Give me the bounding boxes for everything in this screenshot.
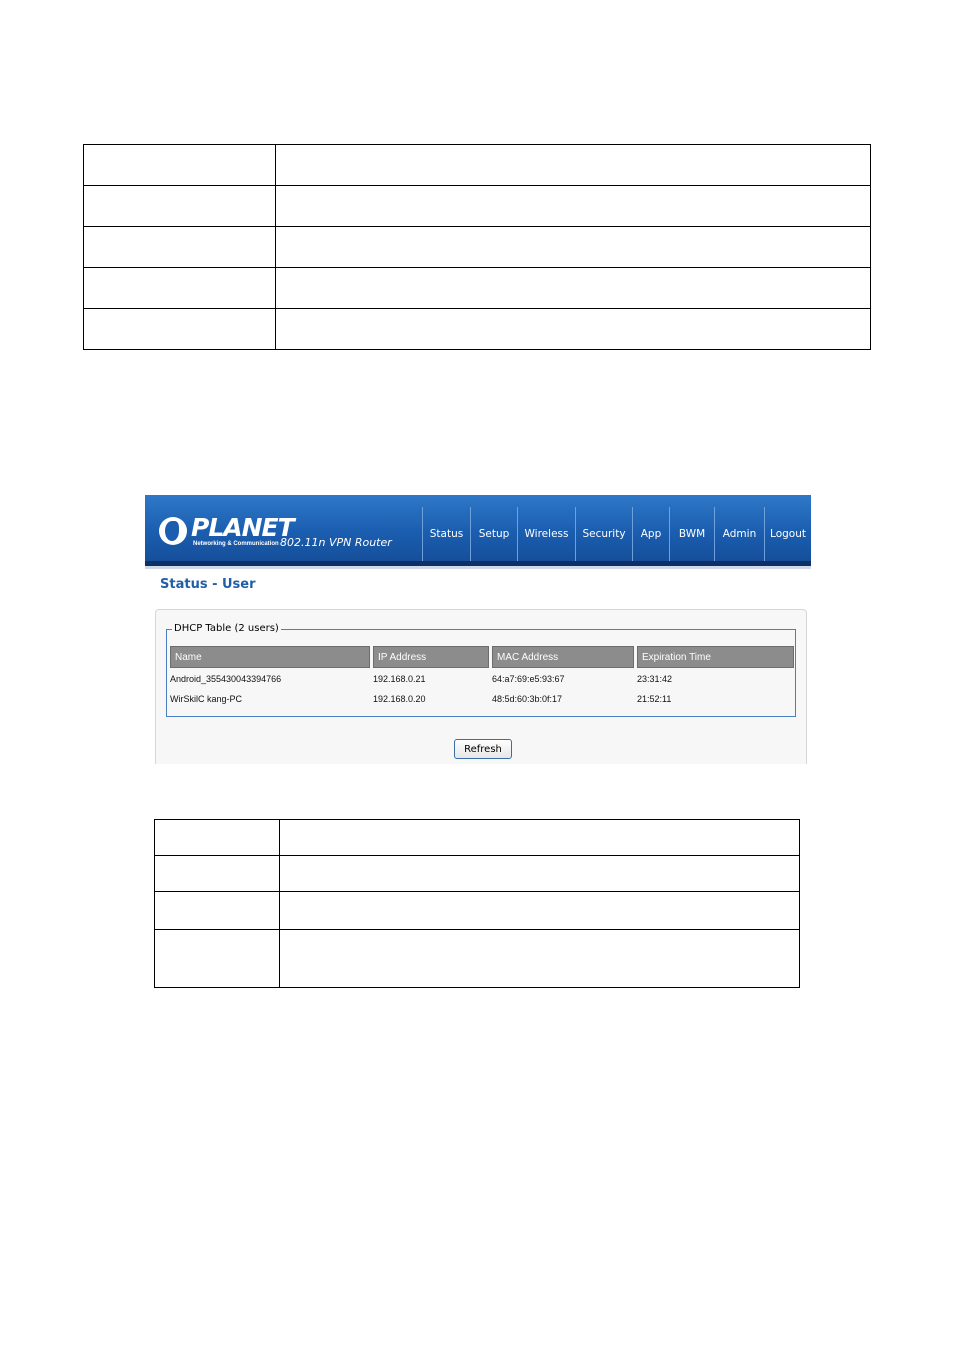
column-header-ip-address: IP Address bbox=[373, 646, 489, 668]
main-nav bbox=[422, 507, 811, 561]
nav-logout[interactable]: Logout bbox=[764, 507, 811, 561]
table-row bbox=[155, 930, 800, 988]
table-row bbox=[84, 227, 871, 268]
dhcp-table-legend: DHCP Table (2 users) bbox=[174, 623, 279, 634]
column-header-expiration-time: Expiration Time bbox=[637, 646, 794, 668]
dhcp-table-group bbox=[166, 623, 796, 717]
cell-expiration-time: 21:52:11 bbox=[637, 694, 672, 704]
nav-setup[interactable]: Setup bbox=[470, 507, 517, 561]
header-divider-light bbox=[145, 566, 811, 569]
planet-logo-icon bbox=[159, 517, 187, 545]
table-row bbox=[84, 309, 871, 350]
page-title: Status - User bbox=[160, 577, 256, 592]
product-name: 802.11n VPN Router bbox=[280, 536, 392, 549]
router-screenshot bbox=[145, 495, 811, 764]
column-header-mac-address: MAC Address bbox=[492, 646, 634, 668]
brand-logo-text: PLANET bbox=[191, 513, 294, 542]
refresh-button[interactable]: Refresh bbox=[454, 739, 512, 759]
router-header bbox=[145, 495, 811, 561]
cell-name: Android_355430043394766 bbox=[170, 674, 282, 684]
cell-expiration-time: 23:31:42 bbox=[637, 674, 673, 684]
dhcp-table-header bbox=[170, 646, 797, 668]
table-row bbox=[170, 694, 787, 708]
cell-ip-address: 192.168.0.21 bbox=[373, 674, 426, 684]
nav-bwm[interactable]: BWM bbox=[669, 507, 714, 561]
brand-subtitle: Networking & Communication bbox=[193, 541, 279, 547]
table-row bbox=[155, 856, 800, 892]
nav-wireless[interactable]: Wireless bbox=[517, 507, 575, 561]
nav-admin[interactable]: Admin bbox=[714, 507, 764, 561]
table-row bbox=[170, 674, 787, 688]
cell-mac-address: 64:a7:69:e5:93:67 bbox=[492, 674, 565, 684]
table-row bbox=[84, 145, 871, 186]
table-row bbox=[84, 268, 871, 309]
document-table-bottom bbox=[154, 819, 800, 988]
content-panel bbox=[155, 609, 807, 764]
nav-app[interactable]: App bbox=[632, 507, 669, 561]
table-row bbox=[155, 892, 800, 930]
column-header-name: Name bbox=[170, 646, 370, 668]
document-table-top bbox=[83, 144, 871, 350]
table-row bbox=[84, 186, 871, 227]
cell-ip-address: 192.168.0.20 bbox=[373, 694, 426, 704]
cell-name: WirSkilC kang-PC bbox=[170, 694, 243, 704]
nav-security[interactable]: Security bbox=[575, 507, 632, 561]
nav-status[interactable]: Status bbox=[422, 507, 470, 561]
cell-mac-address: 48:5d:60:3b:0f:17 bbox=[492, 694, 563, 704]
table-row bbox=[155, 820, 800, 856]
